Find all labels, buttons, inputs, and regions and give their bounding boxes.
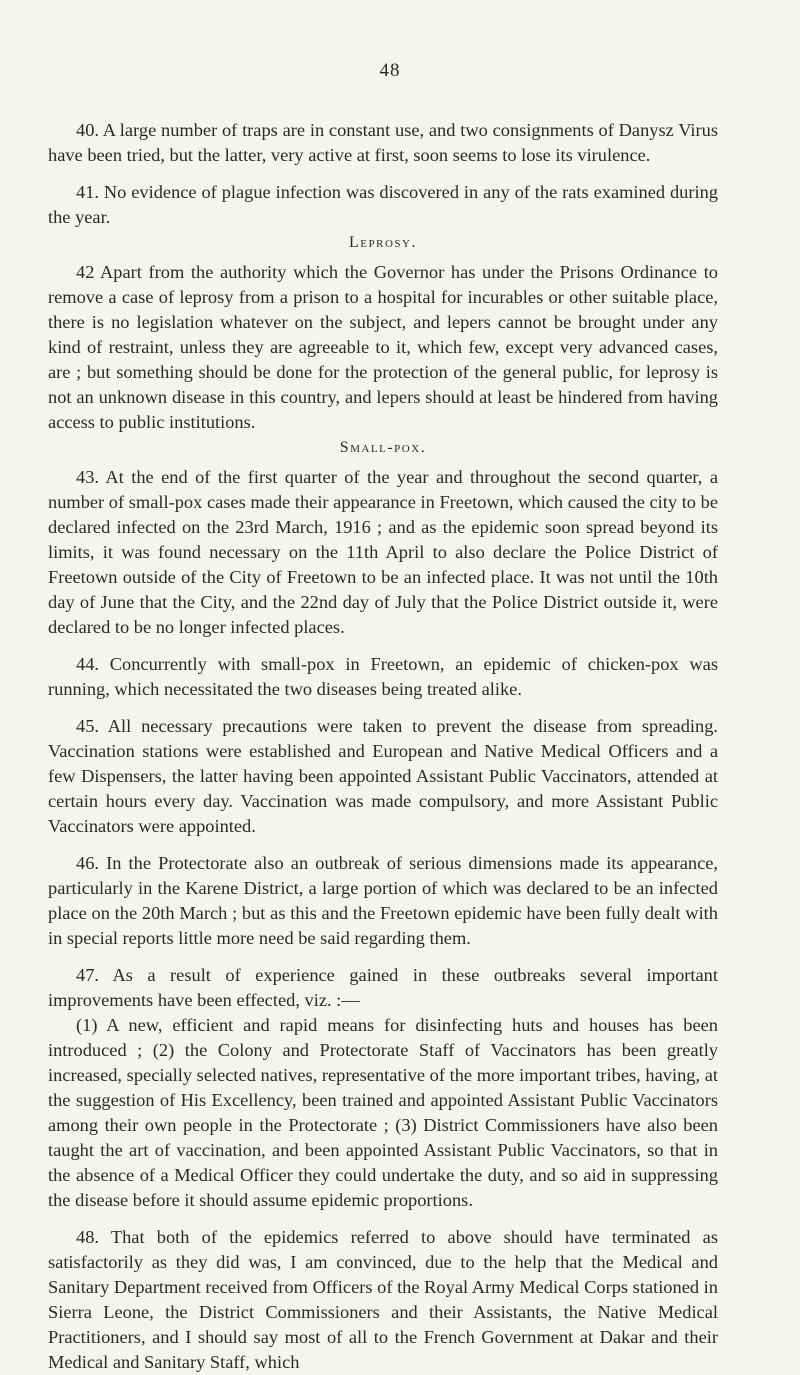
paragraph-45: 45. All necessary precautions were taken to prevent the disease from spreading. Vaccination stations were established and European and Native Medical Officers and a few Dispensers, the latter having been appointed Assistant Public Vaccinators, attended at certain hours every day. Vaccination was made compulsory, and more Assistant Public Vaccinators were appointed. <box>48 716 718 836</box>
paragraph-46: 46. In the Protectorate also an outbreak of serious dimensions made its appearance, particularly in the Karene District, a large portion of which was declared to be an infected place on the 20th March ; but as this and the Freetown epidemic have been fully dealt with in special reports little more need be said regarding them. <box>48 853 718 948</box>
paragraph-47-list: (1) A new, efficient and rapid means for disinfecting huts and houses has been introduced ; (2) the Colony and Protectorate Staff of Vaccinators has been greatly increased, specially selected natives, representative of the more important tribes, having, at the suggestion of His Excellency, been trained and appointed Assistant Public Vaccinators among their own people in the Protectorate ; (3) District Commissioners have also been taught the art of vaccination, and been appointed Assistant Public Vaccinators, so that in the absence of a Medical Officer they could undertake the duty, and so aid in suppressing the disease before it should assume epidemic proportions. <box>48 1015 718 1210</box>
paragraph-48: 48. That both of the epidemics referred to above should have terminated as satisfactorily as they did was, I am convinced, due to the help that the Medical and Sanitary Department received from Officers of the Royal Army Medical Corps stationed in Sierra Leone, the District Commissioners and their Assistants, the Native Medical Practitioners, and I should say most of all to the French Government at Dakar and their Medical and Sanitary Staff, which <box>48 1227 718 1372</box>
paragraph-44: 44. Concurrently with small-pox in Freetown, an epidemic of chicken-pox was running, which necessitated the two diseases being treated alike. <box>48 654 718 699</box>
paragraph-42: 42 Apart from the authority which the Governor has under the Prisons Ordinance to remove a case of leprosy from a prison to a hospital for incurables or other suitable place, there is no legislation whatever on the subject, and lepers cannot be brought under any kind of restraint, unless they are agreeable to it, which few, except very advanced cases, are ; but something should be done for the protection of the general public, for leprosy is not an unknown disease in this country, and lepers should at least be hindered from having access to public institutions. <box>48 262 718 432</box>
paragraph-41: 41. No evidence of plague infection was discovered in any of the rats examined during the year. <box>48 182 718 227</box>
paragraph-47: 47. As a result of experience gained in these outbreaks several important improvements have been effected, viz. :— <box>48 965 718 1010</box>
page-number: 48 <box>379 60 401 81</box>
paragraph-43: 43. At the end of the first quarter of the year and throughout the second quarter, a number of small-pox cases made their appearance in Freetown, which caused the city to be declared infected on the 23rd March, 1916 ; and as the epidemic soon spread beyond its limits, it was found necessary on the 11th April to also declare the Police District of Freetown outside of the City of Freetown to be an infected place. It was not until the 10th day of June that the City, and the 22nd day of July that the Police District outside it, were declared to be no longer infected places. <box>48 467 718 637</box>
section-heading-smallpox: Small-pox. <box>339 439 427 456</box>
paragraph-40: 40. A large number of traps are in constant use, and two consignments of Danysz Virus have been tried, but the latter, very active at first, soon seems to lose its virulence. <box>48 120 718 165</box>
section-heading-leprosy: Leprosy. <box>349 234 417 251</box>
